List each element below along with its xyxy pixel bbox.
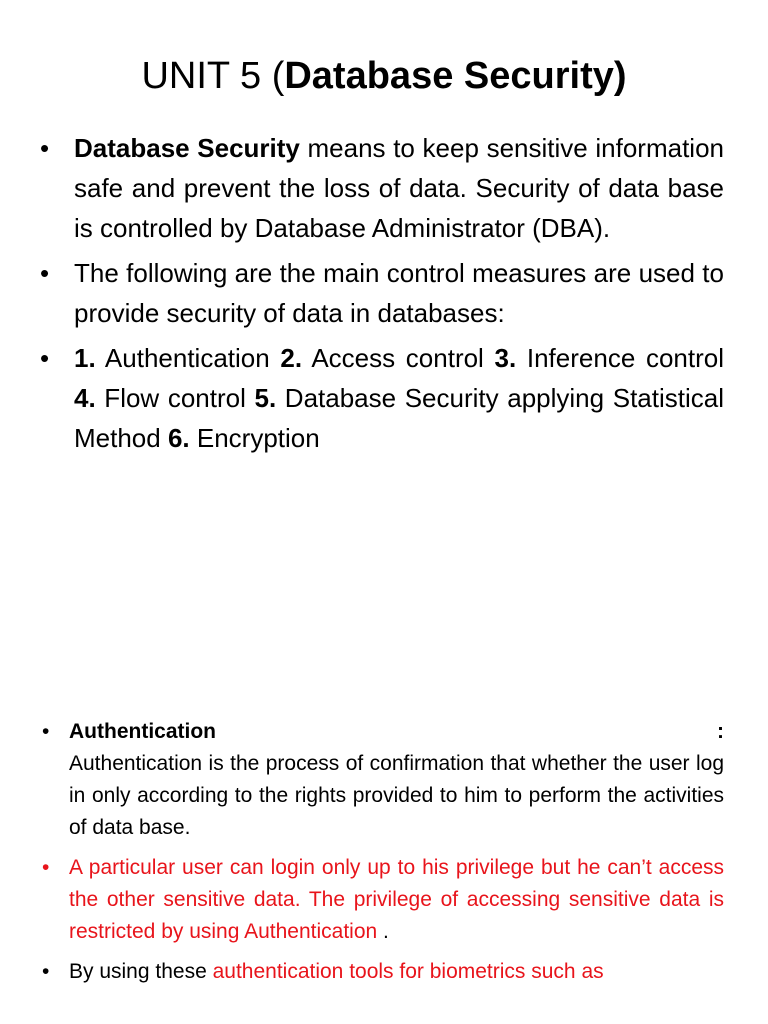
measure-label: Encryption <box>189 423 320 453</box>
measure-number: 4. <box>74 383 96 413</box>
measure-label: Authentication <box>95 343 281 373</box>
control-measures-intro-text: The following are the main control measures are used to provide security of data in databases: <box>74 258 724 328</box>
measure-number: 5. <box>254 383 277 413</box>
biometrics-highlight: authentication tools for biometrics such as <box>212 960 604 983</box>
measure-number: 6. <box>167 423 190 453</box>
bullet-dot: • <box>40 258 50 288</box>
bullet-list <box>42 716 724 996</box>
biometrics-prefix: By using these <box>69 960 213 983</box>
measure-number: 2. <box>280 343 303 373</box>
measure-number: 3. <box>494 343 517 373</box>
heading-colon: : <box>717 720 724 743</box>
bullet-control-measures-intro <box>40 253 724 333</box>
authentication-heading-row <box>69 716 724 748</box>
bullet-dot: • <box>42 856 50 879</box>
bullet-dot: • <box>40 343 50 373</box>
measure-label: Inference control <box>516 343 724 373</box>
authentication-heading: Authentication <box>69 720 216 743</box>
bullet-authentication-definition <box>42 716 724 844</box>
privilege-text: A particular user can login only up to his privilege but he can’t access the other sensitive data. The privilege of accessing sensitive data is restricted by using Authentication <box>69 856 724 943</box>
definition-term: Database Security <box>74 133 300 163</box>
bullet-dot: • <box>42 960 50 983</box>
bullet-privilege <box>42 852 724 948</box>
measure-number: 1. <box>74 343 96 373</box>
title-bold: Database Security) <box>284 55 627 97</box>
title-prefix: UNIT 5 ( <box>141 55 285 97</box>
measure-label: Database Security applying Statistical Method <box>74 383 724 453</box>
slide-authentication <box>0 690 768 1024</box>
measure-label: Flow control <box>95 383 255 413</box>
bullet-dot: • <box>42 720 50 743</box>
slide-title <box>0 52 768 100</box>
authentication-definition-text: Authentication is the process of confirmation that whether the user log in only according to the rights provided to him to perform the activities of data base. <box>69 752 724 839</box>
bullet-dot: • <box>40 133 50 163</box>
measure-label: Access control <box>302 343 495 373</box>
bullet-list <box>40 128 724 463</box>
definition-text: means to keep sensitive information safe and prevent the loss of data. Security of data base is controlled by Database Administrator (DBA). <box>74 133 724 243</box>
bullet-definition <box>40 128 724 248</box>
bullet-biometrics <box>42 956 724 988</box>
bullet-control-measures-list <box>40 338 724 458</box>
privilege-end: . <box>377 920 389 943</box>
